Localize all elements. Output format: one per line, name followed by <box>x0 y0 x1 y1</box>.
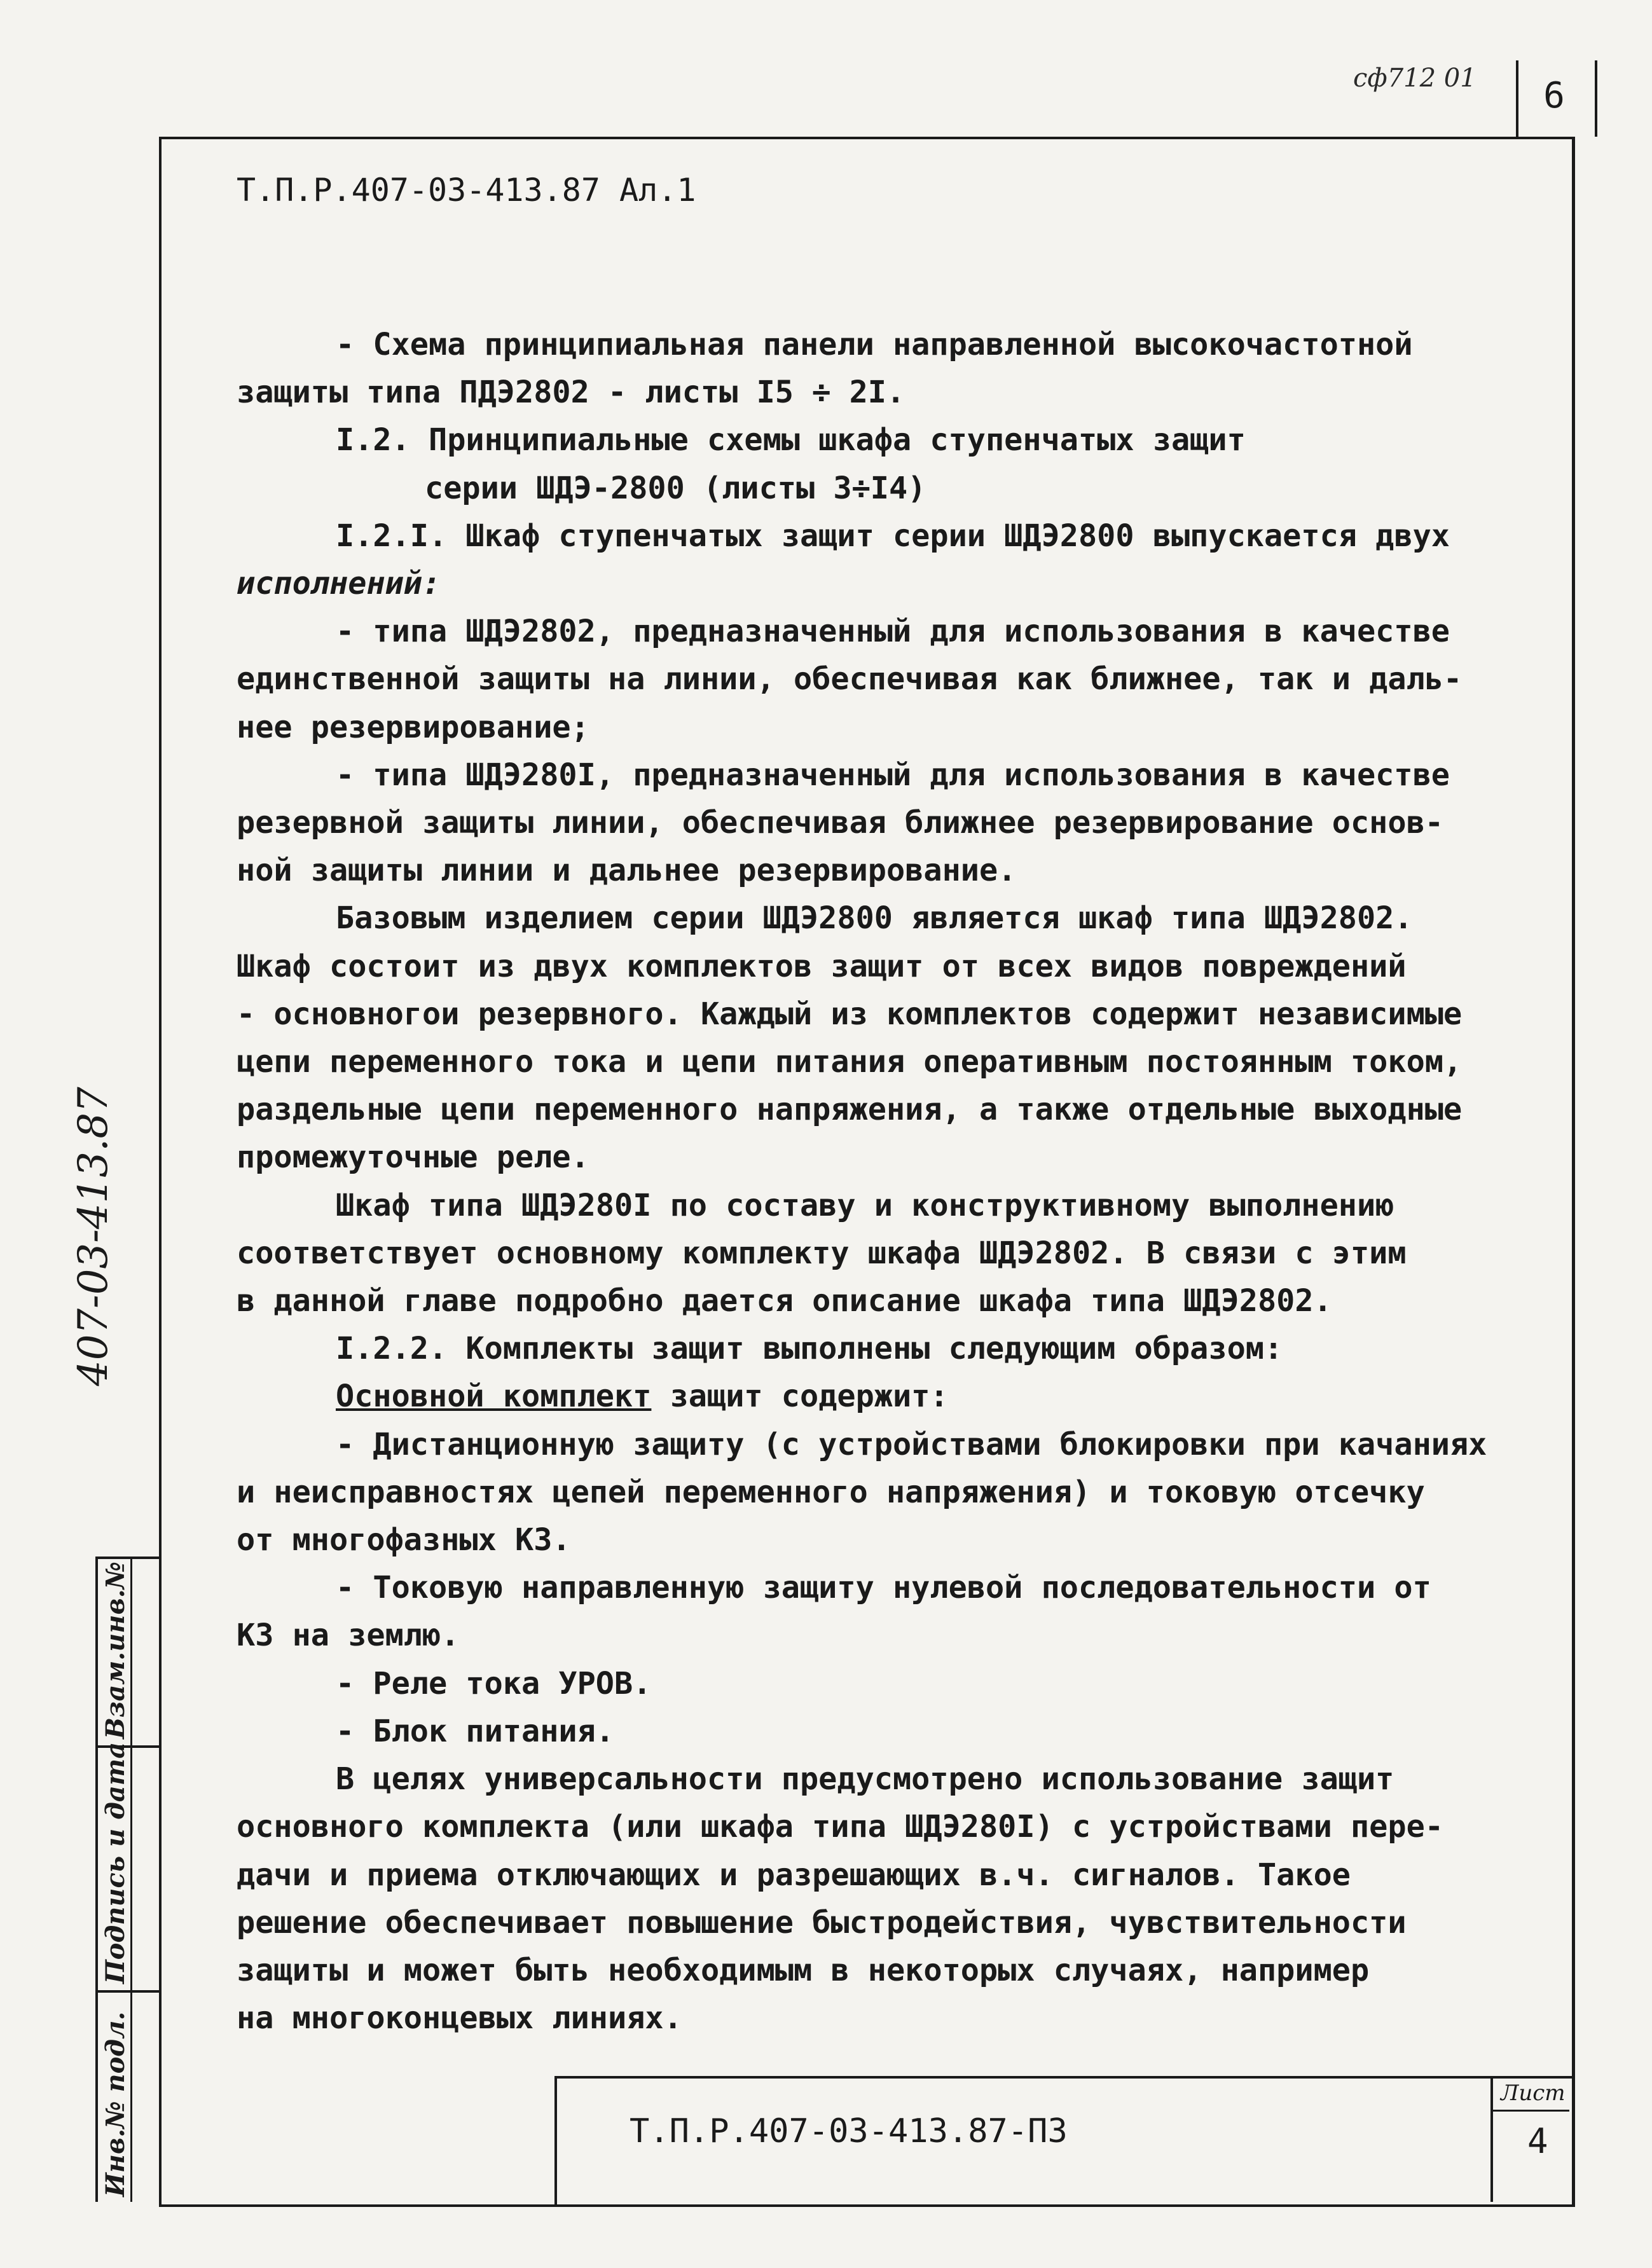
text-line: и неисправностях цепей переменного напряжения) и токовую отсечку <box>237 1474 1425 1510</box>
text-line: - типа ШДЭ2802, предназначенный для использования в качестве <box>336 614 1450 650</box>
text-line: соответствует основному комплекту шкафа ШДЭ2802. В связи с этим <box>237 1235 1407 1271</box>
text-line: промежуточные реле. <box>237 1139 589 1176</box>
sheet-label: Лист <box>1501 2080 1566 2106</box>
text-line: - Токовую направленную защиту нулевой последовательности от <box>336 1570 1431 1606</box>
text-line: ной защиты линии и дальнее резервирование. <box>237 853 1017 889</box>
sheet-box-divider <box>1490 2110 1569 2112</box>
text-line: защиты типа ПДЭ2802 - листы I5 ÷ 2I. <box>237 375 905 411</box>
text-line: на многоконцевых линиях. <box>237 2000 682 2037</box>
inv-number-label: Инв.№ подл. <box>100 2011 130 2197</box>
text-fragment: защит содержит: <box>670 1378 949 1415</box>
text-line: - типа ШДЭ280I, предназначенный для использования в качестве <box>336 757 1450 793</box>
text-line: нее резервирование; <box>237 709 589 745</box>
sheet-number: 4 <box>1527 2121 1548 2161</box>
replace-inv-label: Взам.инв.№ <box>100 1561 130 1739</box>
text-line: от многофазных КЗ. <box>237 1522 571 1558</box>
archive-code: сф712 01 <box>1353 64 1476 93</box>
text-line: основного комплекта (или шкафа типа ШДЭ280I) с устройствами пере- <box>237 1809 1443 1845</box>
text-line <box>237 1373 1559 1420</box>
text-line: цепи переменного тока и цепи питания оперативным постоянным током, <box>237 1044 1463 1080</box>
text-line: КЗ на землю. <box>237 1618 460 1654</box>
title-block-code: Т.П.Р.407-03-413.87-ПЗ <box>630 2112 1068 2150</box>
side-stamp-rule <box>95 1990 159 1993</box>
underlined-term: Основной комплект <box>336 1378 652 1415</box>
text-line: резервной защиты линии, обеспечивая ближнее резервирование основ- <box>237 805 1443 841</box>
text-line: Шкаф типа ШДЭ280I по составу и конструктивному выполнению <box>336 1187 1394 1223</box>
text-line: - Схема принципиальная панели направленной высокочастотной <box>336 327 1413 362</box>
section-heading: I.2. Принципиальные схемы шкафа ступенчатых защит <box>336 422 1246 458</box>
document-code: Т.П.Р.407-03-413.87 Ал.1 <box>237 172 696 209</box>
text-line: раздельные цепи переменного напряжения, а также отдельные выходные <box>237 1092 1463 1128</box>
archive-page-number: 6 <box>1543 75 1565 116</box>
text-line: решение обеспечивает повышение быстродействия, чувствительности <box>237 1904 1407 1941</box>
text-line: - Блок питания. <box>336 1713 614 1749</box>
text-line: в данной главе подробно дается описание шкафа типа ШДЭ2802. <box>237 1283 1332 1319</box>
text-line: Базовым изделием серии ШДЭ2800 является шкаф типа ШДЭ2802. <box>336 900 1413 937</box>
section-heading: серии ШДЭ-2800 (листы 3÷I4) <box>425 470 926 506</box>
text-line: I.2.I. Шкаф ступенчатых защит серии ШДЭ2800 выпускается двух <box>336 518 1450 554</box>
text-line: - Реле тока УРОВ. <box>336 1665 652 1701</box>
text-line: - основногои резервного. Каждый из комплектов содержит независимые <box>237 996 1463 1032</box>
side-stamp-divider <box>130 1557 132 2202</box>
side-stamp-rule <box>95 1557 159 1559</box>
text-line: дачи и приема отключающих и разрешающих в.ч. сигналов. Такое <box>237 1857 1351 1893</box>
text-line: Шкаф состоит из двух комплектов защит от всех видов повреждений <box>237 948 1407 984</box>
text-line: единственной защиты на линии, обеспечивая как ближнее, так и даль- <box>237 661 1463 698</box>
section-heading: I.2.2. Комплекты защит выполнены следующим образом: <box>336 1331 1283 1367</box>
text-line: - Дистанционную защиту (с устройствами блокировки при качаниях <box>336 1426 1487 1462</box>
text-line: защиты и может быть необходимым в некоторых случаях, например <box>237 1952 1370 1988</box>
text-line: исполнений: <box>237 566 441 602</box>
document-body <box>237 321 1559 2042</box>
vertical-document-code: 407-03-413.87 <box>70 1087 117 1386</box>
signature-date-label: Подпись и дата <box>100 1742 130 1984</box>
text-line: В целях универсальности предусмотрено использование защит <box>336 1761 1394 1797</box>
